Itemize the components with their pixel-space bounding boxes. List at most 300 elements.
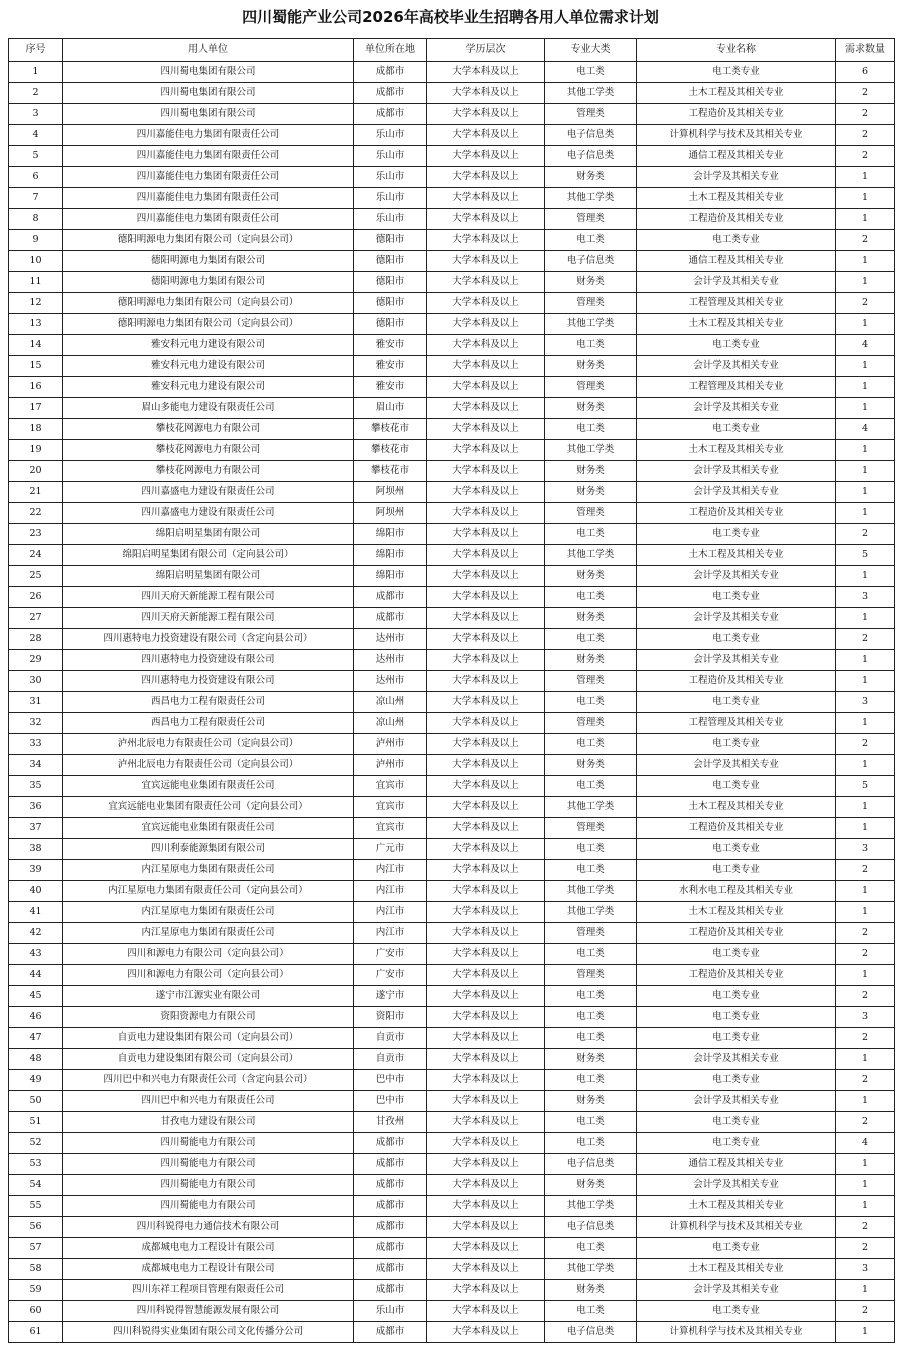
- cell-major-category: 电工类: [545, 1112, 637, 1133]
- cell-education: 大学本科及以上: [427, 377, 545, 398]
- cell-major-category: 其他工学类: [545, 1196, 637, 1217]
- cell-employer: 四川蜀电集团有限公司: [63, 83, 354, 104]
- cell-index: 40: [9, 881, 63, 902]
- cell-employer: 德阳明源电力集团有限公司: [63, 251, 354, 272]
- cell-education: 大学本科及以上: [427, 797, 545, 818]
- cell-location: 内江市: [354, 881, 427, 902]
- cell-location: 成都市: [354, 1196, 427, 1217]
- cell-education: 大学本科及以上: [427, 629, 545, 650]
- cell-quantity: 2: [836, 104, 895, 125]
- cell-quantity: 1: [836, 209, 895, 230]
- cell-quantity: 5: [836, 545, 895, 566]
- cell-index: 11: [9, 272, 63, 293]
- cell-index: 35: [9, 776, 63, 797]
- cell-quantity: 2: [836, 293, 895, 314]
- cell-location: 广元市: [354, 839, 427, 860]
- cell-quantity: 1: [836, 440, 895, 461]
- cell-location: 乐山市: [354, 167, 427, 188]
- cell-employer: 泸州北辰电力有限责任公司（定向县公司）: [63, 755, 354, 776]
- cell-index: 59: [9, 1280, 63, 1301]
- cell-major-category: 电工类: [545, 1301, 637, 1322]
- cell-major-category: 电工类: [545, 734, 637, 755]
- cell-education: 大学本科及以上: [427, 1028, 545, 1049]
- cell-education: 大学本科及以上: [427, 125, 545, 146]
- cell-quantity: 2: [836, 125, 895, 146]
- cell-quantity: 3: [836, 587, 895, 608]
- cell-employer: 四川和源电力有限公司（定向县公司）: [63, 965, 354, 986]
- cell-employer: 四川和源电力有限公司（定向县公司）: [63, 944, 354, 965]
- cell-major-category: 财务类: [545, 356, 637, 377]
- cell-education: 大学本科及以上: [427, 1301, 545, 1322]
- cell-employer: 内江星原电力集团有限责任公司: [63, 860, 354, 881]
- cell-quantity: 1: [836, 965, 895, 986]
- cell-quantity: 1: [836, 1196, 895, 1217]
- cell-employer: 四川天府天新能源工程有限公司: [63, 608, 354, 629]
- table-row: [9, 1280, 895, 1301]
- cell-education: 大学本科及以上: [427, 860, 545, 881]
- cell-index: 30: [9, 671, 63, 692]
- cell-employer: 内江星原电力集团有限责任公司: [63, 923, 354, 944]
- cell-major-category: 管理类: [545, 503, 637, 524]
- cell-quantity: 1: [836, 755, 895, 776]
- cell-major-category: 其他工学类: [545, 314, 637, 335]
- cell-major-category: 财务类: [545, 1091, 637, 1112]
- cell-employer: 四川科锐得智慧能源发展有限公司: [63, 1301, 354, 1322]
- cell-quantity: 2: [836, 944, 895, 965]
- cell-employer: 攀枝花网源电力有限公司: [63, 440, 354, 461]
- cell-education: 大学本科及以上: [427, 1322, 545, 1343]
- cell-employer: 内江星原电力集团有限责任公司: [63, 902, 354, 923]
- cell-quantity: 5: [836, 776, 895, 797]
- cell-quantity: 1: [836, 356, 895, 377]
- cell-major-category: 电工类: [545, 1007, 637, 1028]
- cell-index: 3: [9, 104, 63, 125]
- cell-employer: 攀枝花网源电力有限公司: [63, 419, 354, 440]
- cell-major-name: 土木工程及其相关专业: [637, 545, 836, 566]
- cell-index: 47: [9, 1028, 63, 1049]
- cell-education: 大学本科及以上: [427, 440, 545, 461]
- cell-major-category: 财务类: [545, 1049, 637, 1070]
- cell-index: 12: [9, 293, 63, 314]
- cell-major-name: 电工类专业: [637, 629, 836, 650]
- cell-education: 大学本科及以上: [427, 734, 545, 755]
- cell-location: 成都市: [354, 1133, 427, 1154]
- cell-index: 4: [9, 125, 63, 146]
- cell-quantity: 2: [836, 83, 895, 104]
- cell-education: 大学本科及以上: [427, 692, 545, 713]
- cell-quantity: 4: [836, 419, 895, 440]
- cell-location: 达州市: [354, 671, 427, 692]
- cell-location: 泸州市: [354, 755, 427, 776]
- cell-quantity: 2: [836, 146, 895, 167]
- cell-education: 大学本科及以上: [427, 566, 545, 587]
- cell-quantity: 4: [836, 335, 895, 356]
- table-row: [9, 83, 895, 104]
- cell-quantity: 2: [836, 1217, 895, 1238]
- table-row: [9, 62, 895, 83]
- cell-employer: 四川嘉能佳电力集团有限责任公司: [63, 125, 354, 146]
- cell-index: 43: [9, 944, 63, 965]
- cell-major-name: 电工类专业: [637, 860, 836, 881]
- cell-education: 大学本科及以上: [427, 1175, 545, 1196]
- cell-employer: 四川蜀电集团有限公司: [63, 62, 354, 83]
- cell-education: 大学本科及以上: [427, 902, 545, 923]
- cell-quantity: 1: [836, 188, 895, 209]
- cell-employer: 资阳资源电力有限公司: [63, 1007, 354, 1028]
- cell-quantity: 2: [836, 524, 895, 545]
- cell-employer: 遂宁市江源实业有限公司: [63, 986, 354, 1007]
- cell-employer: 泸州北辰电力有限责任公司（定向县公司）: [63, 734, 354, 755]
- cell-quantity: 1: [836, 503, 895, 524]
- cell-location: 广安市: [354, 944, 427, 965]
- cell-index: 54: [9, 1175, 63, 1196]
- cell-quantity: 1: [836, 167, 895, 188]
- cell-major-name: 工程管理及其相关专业: [637, 377, 836, 398]
- table-row: [9, 608, 895, 629]
- cell-employer: 四川嘉能佳电力集团有限责任公司: [63, 167, 354, 188]
- cell-employer: 四川巴中和兴电力有限责任公司（含定向县公司）: [63, 1070, 354, 1091]
- cell-quantity: 3: [836, 839, 895, 860]
- cell-location: 凉山州: [354, 692, 427, 713]
- cell-employer: 成都城电电力工程设计有限公司: [63, 1238, 354, 1259]
- table-row: [9, 230, 895, 251]
- cell-major-category: 电工类: [545, 986, 637, 1007]
- cell-major-category: 其他工学类: [545, 545, 637, 566]
- cell-employer: 四川东祥工程项目管理有限责任公司: [63, 1280, 354, 1301]
- cell-index: 25: [9, 566, 63, 587]
- cell-major-name: 电工类专业: [637, 419, 836, 440]
- cell-education: 大学本科及以上: [427, 1091, 545, 1112]
- cell-major-category: 财务类: [545, 755, 637, 776]
- cell-index: 23: [9, 524, 63, 545]
- cell-location: 成都市: [354, 608, 427, 629]
- cell-quantity: 3: [836, 1259, 895, 1280]
- cell-education: 大学本科及以上: [427, 923, 545, 944]
- cell-location: 成都市: [354, 1259, 427, 1280]
- cell-index: 16: [9, 377, 63, 398]
- cell-major-category: 财务类: [545, 1175, 637, 1196]
- cell-location: 成都市: [354, 62, 427, 83]
- cell-education: 大学本科及以上: [427, 839, 545, 860]
- cell-employer: 四川蜀能电力有限公司: [63, 1154, 354, 1175]
- cell-education: 大学本科及以上: [427, 1007, 545, 1028]
- cell-quantity: 2: [836, 986, 895, 1007]
- table-row: [9, 986, 895, 1007]
- cell-major-name: 电工类专业: [637, 587, 836, 608]
- cell-major-name: 土木工程及其相关专业: [637, 797, 836, 818]
- cell-location: 自贡市: [354, 1028, 427, 1049]
- table-row: [9, 146, 895, 167]
- cell-index: 15: [9, 356, 63, 377]
- cell-quantity: 2: [836, 860, 895, 881]
- table-row: [9, 629, 895, 650]
- cell-major-name: 会计学及其相关专业: [637, 167, 836, 188]
- table-row: [9, 839, 895, 860]
- cell-location: 达州市: [354, 650, 427, 671]
- table-row: [9, 251, 895, 272]
- cell-education: 大学本科及以上: [427, 1259, 545, 1280]
- cell-quantity: 1: [836, 713, 895, 734]
- cell-major-name: 工程造价及其相关专业: [637, 965, 836, 986]
- cell-education: 大学本科及以上: [427, 83, 545, 104]
- cell-employer: 宜宾远能电业集团有限责任公司: [63, 776, 354, 797]
- cell-major-category: 电工类: [545, 335, 637, 356]
- cell-employer: 西昌电力工程有限责任公司: [63, 713, 354, 734]
- cell-employer: 四川嘉能佳电力集团有限责任公司: [63, 209, 354, 230]
- cell-quantity: 3: [836, 692, 895, 713]
- cell-location: 成都市: [354, 1280, 427, 1301]
- cell-location: 阿坝州: [354, 482, 427, 503]
- cell-education: 大学本科及以上: [427, 545, 545, 566]
- cell-employer: 四川嘉盛电力建设有限责任公司: [63, 482, 354, 503]
- cell-major-name: 电工类专业: [637, 944, 836, 965]
- cell-index: 37: [9, 818, 63, 839]
- cell-major-category: 电工类: [545, 629, 637, 650]
- cell-quantity: 1: [836, 251, 895, 272]
- cell-education: 大学本科及以上: [427, 293, 545, 314]
- cell-employer: 四川蜀能电力有限公司: [63, 1133, 354, 1154]
- table-row: [9, 125, 895, 146]
- cell-major-category: 电工类: [545, 419, 637, 440]
- header-quantity: 需求数量: [836, 39, 895, 62]
- cell-location: 成都市: [354, 1175, 427, 1196]
- cell-index: 18: [9, 419, 63, 440]
- cell-quantity: 2: [836, 1112, 895, 1133]
- cell-quantity: 1: [836, 272, 895, 293]
- cell-quantity: 1: [836, 482, 895, 503]
- cell-education: 大学本科及以上: [427, 272, 545, 293]
- cell-index: 55: [9, 1196, 63, 1217]
- cell-major-name: 电工类专业: [637, 734, 836, 755]
- cell-education: 大学本科及以上: [427, 1154, 545, 1175]
- cell-location: 成都市: [354, 1238, 427, 1259]
- cell-major-name: 土木工程及其相关专业: [637, 314, 836, 335]
- table-row: [9, 104, 895, 125]
- cell-employer: 四川惠特电力投资建设有限公司: [63, 650, 354, 671]
- cell-employer: 雅安科元电力建设有限公司: [63, 356, 354, 377]
- cell-employer: 甘孜电力建设有限公司: [63, 1112, 354, 1133]
- cell-employer: 攀枝花网源电力有限公司: [63, 461, 354, 482]
- table-row: [9, 1070, 895, 1091]
- cell-education: 大学本科及以上: [427, 713, 545, 734]
- cell-quantity: 1: [836, 1091, 895, 1112]
- header-education: 学历层次: [427, 39, 545, 62]
- cell-location: 成都市: [354, 1154, 427, 1175]
- cell-employer: 宜宾远能电业集团有限责任公司（定向县公司）: [63, 797, 354, 818]
- cell-employer: 四川蜀能电力有限公司: [63, 1175, 354, 1196]
- cell-education: 大学本科及以上: [427, 188, 545, 209]
- cell-index: 2: [9, 83, 63, 104]
- cell-employer: 四川天府天新能源工程有限公司: [63, 587, 354, 608]
- cell-index: 9: [9, 230, 63, 251]
- table-row: [9, 524, 895, 545]
- cell-major-category: 其他工学类: [545, 1259, 637, 1280]
- cell-major-name: 土木工程及其相关专业: [637, 188, 836, 209]
- cell-employer: 德阳明源电力集团有限公司（定向县公司）: [63, 293, 354, 314]
- cell-major-category: 管理类: [545, 293, 637, 314]
- cell-major-name: 通信工程及其相关专业: [637, 146, 836, 167]
- cell-major-name: 会计学及其相关专业: [637, 1280, 836, 1301]
- cell-index: 61: [9, 1322, 63, 1343]
- cell-employer: 四川蜀电集团有限公司: [63, 104, 354, 125]
- table-row: [9, 1196, 895, 1217]
- cell-major-name: 电工类专业: [637, 1070, 836, 1091]
- cell-index: 21: [9, 482, 63, 503]
- cell-index: 33: [9, 734, 63, 755]
- cell-major-name: 计算机科学与技术及其相关专业: [637, 1322, 836, 1343]
- table-row: [9, 398, 895, 419]
- cell-major-category: 管理类: [545, 713, 637, 734]
- table-row: [9, 1175, 895, 1196]
- table-row: [9, 188, 895, 209]
- cell-index: 7: [9, 188, 63, 209]
- cell-major-category: 其他工学类: [545, 440, 637, 461]
- cell-employer: 四川惠特电力投资建设有限公司: [63, 671, 354, 692]
- cell-major-category: 管理类: [545, 965, 637, 986]
- cell-location: 资阳市: [354, 1007, 427, 1028]
- cell-location: 自贡市: [354, 1049, 427, 1070]
- table-row: [9, 797, 895, 818]
- cell-index: 34: [9, 755, 63, 776]
- cell-major-category: 电工类: [545, 1028, 637, 1049]
- cell-quantity: 1: [836, 1322, 895, 1343]
- cell-major-category: 财务类: [545, 167, 637, 188]
- cell-major-category: 财务类: [545, 482, 637, 503]
- cell-location: 宜宾市: [354, 776, 427, 797]
- cell-education: 大学本科及以上: [427, 251, 545, 272]
- cell-employer: 四川科锐得电力通信技术有限公司: [63, 1217, 354, 1238]
- cell-index: 8: [9, 209, 63, 230]
- cell-employer: 德阳明源电力集团有限公司（定向县公司）: [63, 230, 354, 251]
- cell-quantity: 2: [836, 923, 895, 944]
- table-row: [9, 923, 895, 944]
- cell-major-name: 电工类专业: [637, 524, 836, 545]
- cell-major-category: 电工类: [545, 692, 637, 713]
- cell-education: 大学本科及以上: [427, 755, 545, 776]
- cell-major-category: 管理类: [545, 923, 637, 944]
- cell-education: 大学本科及以上: [427, 104, 545, 125]
- cell-location: 乐山市: [354, 1301, 427, 1322]
- cell-employer: 四川嘉能佳电力集团有限责任公司: [63, 188, 354, 209]
- table-row: [9, 734, 895, 755]
- cell-education: 大学本科及以上: [427, 671, 545, 692]
- table-row: [9, 587, 895, 608]
- table-row: [9, 272, 895, 293]
- cell-major-name: 会计学及其相关专业: [637, 1091, 836, 1112]
- cell-quantity: 2: [836, 734, 895, 755]
- cell-index: 38: [9, 839, 63, 860]
- cell-major-category: 电子信息类: [545, 1217, 637, 1238]
- cell-quantity: 1: [836, 797, 895, 818]
- cell-major-name: 会计学及其相关专业: [637, 755, 836, 776]
- cell-index: 51: [9, 1112, 63, 1133]
- cell-quantity: 1: [836, 902, 895, 923]
- cell-location: 内江市: [354, 923, 427, 944]
- cell-education: 大学本科及以上: [427, 1049, 545, 1070]
- cell-employer: 成都城电电力工程设计有限公司: [63, 1259, 354, 1280]
- cell-education: 大学本科及以上: [427, 650, 545, 671]
- cell-location: 凉山州: [354, 713, 427, 734]
- cell-index: 42: [9, 923, 63, 944]
- cell-major-category: 管理类: [545, 104, 637, 125]
- cell-index: 46: [9, 1007, 63, 1028]
- table-row: [9, 167, 895, 188]
- cell-index: 10: [9, 251, 63, 272]
- cell-quantity: 1: [836, 881, 895, 902]
- cell-index: 58: [9, 1259, 63, 1280]
- cell-major-category: 电工类: [545, 62, 637, 83]
- cell-employer: 绵阳启明星集团有限公司: [63, 566, 354, 587]
- cell-quantity: 2: [836, 1070, 895, 1091]
- cell-quantity: 4: [836, 1133, 895, 1154]
- cell-location: 眉山市: [354, 398, 427, 419]
- cell-education: 大学本科及以上: [427, 335, 545, 356]
- cell-employer: 四川嘉能佳电力集团有限责任公司: [63, 146, 354, 167]
- cell-employer: 四川嘉盛电力建设有限责任公司: [63, 503, 354, 524]
- cell-employer: 四川惠特电力投资建设有限公司（含定向县公司）: [63, 629, 354, 650]
- header-employer: 用人单位: [63, 39, 354, 62]
- cell-index: 28: [9, 629, 63, 650]
- cell-index: 57: [9, 1238, 63, 1259]
- cell-location: 绵阳市: [354, 545, 427, 566]
- cell-education: 大学本科及以上: [427, 818, 545, 839]
- cell-employer: 宜宾远能电业集团有限责任公司: [63, 818, 354, 839]
- cell-index: 5: [9, 146, 63, 167]
- cell-index: 41: [9, 902, 63, 923]
- cell-location: 内江市: [354, 860, 427, 881]
- cell-major-name: 电工类专业: [637, 839, 836, 860]
- cell-index: 14: [9, 335, 63, 356]
- cell-major-category: 电子信息类: [545, 146, 637, 167]
- cell-location: 甘孜州: [354, 1112, 427, 1133]
- cell-location: 遂宁市: [354, 986, 427, 1007]
- cell-index: 19: [9, 440, 63, 461]
- cell-location: 德阳市: [354, 251, 427, 272]
- cell-major-category: 财务类: [545, 272, 637, 293]
- cell-index: 60: [9, 1301, 63, 1322]
- cell-quantity: 2: [836, 629, 895, 650]
- cell-major-name: 通信工程及其相关专业: [637, 251, 836, 272]
- cell-employer: 四川科锐得实业集团有限公司文化传播分公司: [63, 1322, 354, 1343]
- cell-index: 17: [9, 398, 63, 419]
- cell-quantity: 1: [836, 398, 895, 419]
- cell-location: 雅安市: [354, 356, 427, 377]
- cell-major-name: 电工类专业: [637, 1028, 836, 1049]
- cell-employer: 自贡电力建设集团有限公司（定向县公司）: [63, 1028, 354, 1049]
- cell-major-name: 电工类专业: [637, 1007, 836, 1028]
- cell-major-category: 管理类: [545, 818, 637, 839]
- cell-quantity: 2: [836, 1238, 895, 1259]
- cell-major-name: 会计学及其相关专业: [637, 650, 836, 671]
- cell-major-category: 电工类: [545, 1070, 637, 1091]
- cell-education: 大学本科及以上: [427, 1112, 545, 1133]
- cell-location: 巴中市: [354, 1070, 427, 1091]
- cell-education: 大学本科及以上: [427, 986, 545, 1007]
- cell-education: 大学本科及以上: [427, 503, 545, 524]
- cell-employer: 德阳明源电力集团有限公司: [63, 272, 354, 293]
- table-row: [9, 755, 895, 776]
- cell-education: 大学本科及以上: [427, 965, 545, 986]
- cell-quantity: 6: [836, 62, 895, 83]
- cell-quantity: 1: [836, 608, 895, 629]
- cell-major-category: 电工类: [545, 839, 637, 860]
- header-major-category: 专业大类: [545, 39, 637, 62]
- table-row: [9, 860, 895, 881]
- header-row: [9, 39, 895, 62]
- cell-major-name: 土木工程及其相关专业: [637, 902, 836, 923]
- cell-index: 56: [9, 1217, 63, 1238]
- cell-quantity: 2: [836, 230, 895, 251]
